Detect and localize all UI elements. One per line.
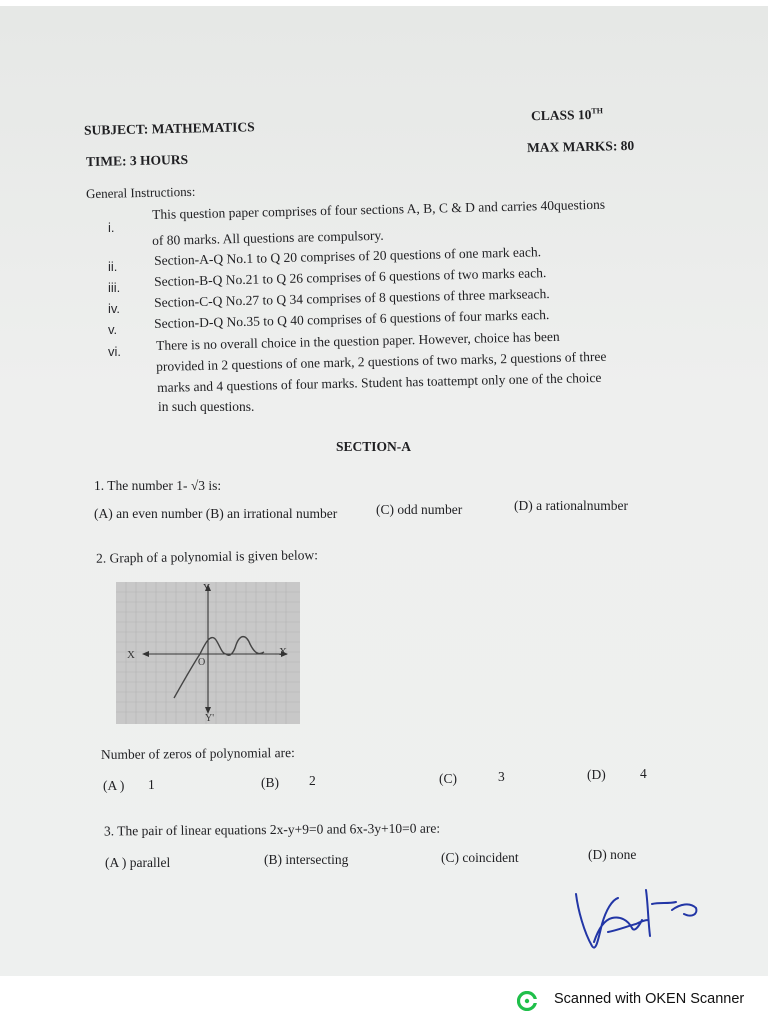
section-title: SECTION-A (336, 439, 412, 454)
class-superscript: TH (591, 106, 603, 116)
q3-option-c: (C) coincident (441, 850, 519, 865)
instruction-line: There is no overall choice in the question paper. However, choice has been (156, 328, 560, 353)
handwritten-signature (568, 880, 703, 960)
instruction-number: iv. (108, 301, 121, 316)
class-label: CLASS 10 (530, 106, 592, 124)
q1-options-a-b: (A) an even number (B) an irrational number (94, 506, 338, 521)
y-axis-top-label: Y (203, 583, 211, 594)
instruction-line: Section-B-Q No.21 to Q 26 comprises of 6 questions of two marks each. (154, 265, 547, 289)
q3-option-a: (A ) parallel (105, 855, 171, 870)
instruction-number: vi. (108, 344, 121, 359)
instruction-line: in such questions. (158, 399, 255, 414)
q2-subquestion: Number of zeros of polynomial are: (100, 744, 295, 763)
instruction-line: This question paper comprises of four sections A, B, C & D and carries 40questions (152, 196, 606, 222)
q1-option-d: (D) a rationalnumber (514, 498, 628, 513)
x-axis-left-label: X (127, 649, 135, 661)
q2-option-value: 3 (498, 769, 505, 784)
max-marks-heading: MAX MARKS: 80 (526, 137, 635, 156)
subject-heading: SUBJECT: MATHEMATICS (83, 119, 255, 138)
instruction-number: v. (108, 322, 118, 337)
instruction-number: i. (108, 220, 115, 235)
q2-option-label: (D) (587, 767, 606, 782)
class-heading (531, 106, 603, 124)
instruction-line: Section-A-Q No.1 to Q 20 comprises of 20 questions of one mark each. (154, 244, 542, 268)
question-1: 1. The number 1- √3 is: (94, 478, 222, 493)
q2-option-value: 2 (309, 773, 316, 788)
q3-option-b: (B) intersecting (264, 852, 349, 867)
polynomial-graph (116, 582, 300, 724)
y-axis-bottom-label: Y' (205, 713, 215, 724)
q2-option-label: (A ) (103, 778, 125, 793)
x-axis-right-label: X (279, 646, 287, 658)
instruction-line: of 80 marks. All questions are compulsory. (152, 227, 384, 248)
q1-option-c: (C) odd number (376, 502, 463, 517)
q2-option-label: (C) (439, 771, 457, 786)
oken-scanner-logo-icon (517, 991, 537, 1011)
question-3: 3. The pair of linear equations 2x-y+9=0 and 6x-3y+10=0 are: (103, 820, 441, 839)
origin-label: O (198, 657, 206, 668)
instruction-number: iii. (108, 280, 121, 295)
question-2: 2. Graph of a polynomial is given below: (95, 547, 319, 566)
instruction-line: marks and 4 questions of four marks. Student has toattempt only one of the choice (157, 369, 602, 395)
instruction-line: Section-C-Q No.27 to Q 34 comprises of 8 questions of three markseach. (154, 286, 550, 310)
q2-option-label: (B) (261, 775, 279, 790)
instruction-line: provided in 2 questions of one mark, 2 questions of two marks, 2 questions of three (156, 348, 607, 374)
instruction-line: Section-D-Q No.35 to Q 40 comprises of 6 questions of four marks each. (154, 307, 550, 331)
signature-stroke (576, 890, 696, 948)
q2-option-value: 4 (640, 766, 647, 781)
scanner-watermark-text: Scanned with OKEN Scanner (554, 991, 745, 1007)
instructions-title: General Instructions: (85, 183, 196, 202)
instruction-number: ii. (108, 259, 118, 274)
q2-option-value: 1 (148, 777, 155, 792)
time-heading: TIME: 3 HOURS (85, 151, 189, 170)
q3-option-d: (D) none (588, 847, 637, 862)
